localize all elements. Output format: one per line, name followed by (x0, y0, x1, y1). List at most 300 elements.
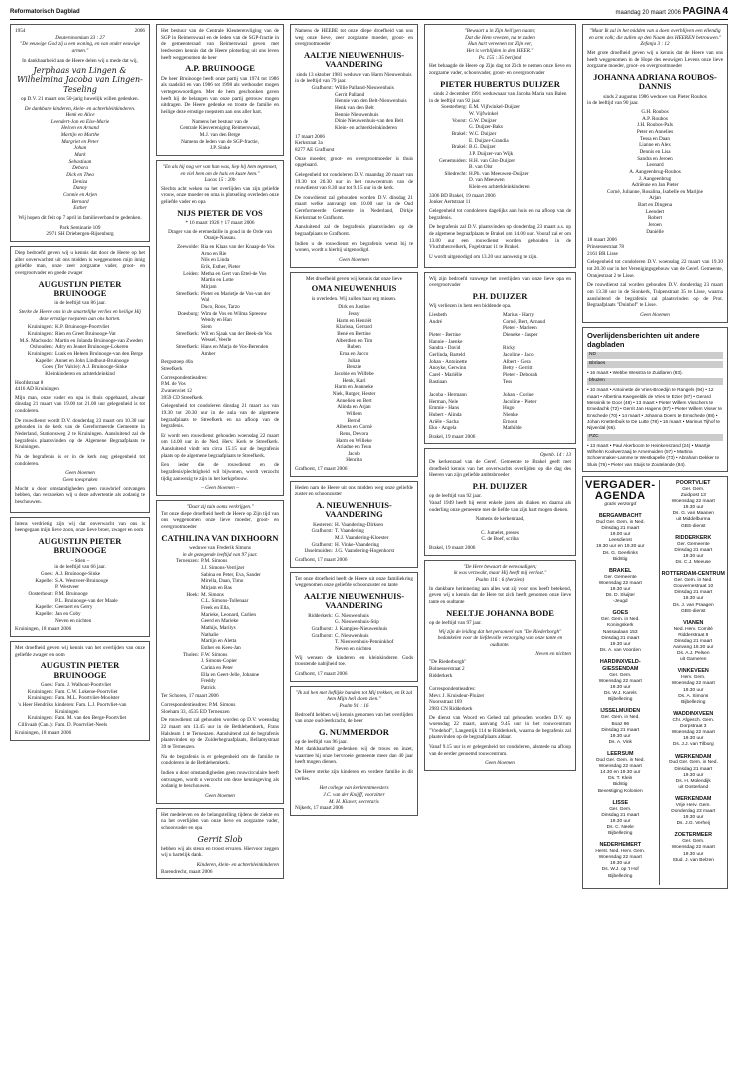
agenda-details: Ger. Gemeente Dinsdag 21 maart 19.30 uur Ds. C.J. Meeuse (674, 541, 713, 565)
family-row-names: Neven en nichten (335, 646, 372, 652)
sgp-notice: Het bestuur van de Centrale Kleuterenvliging van de SGP in Reimerswaal en de leden van de SGP-fractie in de gemeenteraad van Reimerswaal geven met leedwezen kennis dat de Heere plotseling uit ons leven heeft weggenomen de heer A.P. BRUINOOGE De heer Bruinooge heeft onze partij van 1974 tot 1986 als raadslid en van 1986 tot 1998 als wethouder mogen vertegenwoordigen. Met de hem geschonken gaven heeft hij de belangen van onze partij getrouw mogen uitdragen. De Heere gedenke en troote de familie en heilige deze ernstige roepstem aan ons aller hart. Namens het bestuur van de Centrale Kiesvereniging Reimerswaal, M.J. van den Berge Namens de leden van de SGP-fractie, J.P. Sinke (156, 24, 284, 156)
children-list: De dankbare kinderen, klein- en achterkleinkinderen. Henk en Alice Leendert-Jan en Else-Marie Helcen en Arnand Martijn en Marthe Margriet en Peter Johan Mark Sebastiaan Debora Dick en Thea Deniza Danny Connie en Arjen Bernard Esther (24, 105, 136, 212)
family-row-names: Martin en Jolanda Bruinooge-van Zweden (55, 337, 143, 344)
agenda-town: NEDERHEMERT (599, 842, 642, 849)
life-dates: * 16 maart 1926 † 17 maart 2006 (185, 220, 255, 227)
family-row-place: Kruiningen: (27, 350, 53, 357)
family-row-names: Metha en Gert van Ettel-de Vos (201, 270, 267, 277)
family-row-place (161, 337, 199, 344)
correspondence-address: Correspondentieadres: P.M. de Vos Zwanenviet 12 3959 CD Streefkerk (161, 374, 208, 401)
section-nd: ND (587, 352, 723, 359)
family-row (161, 244, 279, 251)
family-row-place: Kesteren: (313, 521, 333, 528)
family-row-place (295, 98, 333, 111)
family-row-place (161, 351, 199, 358)
sister-in-law-notice: Heden nam de Heere uit ons midden weg onze geliefde zuster en schoonzuster A. NIEUWENHUIS-VAANDERING Kesteren: H. Vaandering-Dirksen Grafhorst: T. Vaandering M.J. Vaandering-Kloester Grafhorst: H. Vinke-Vaandering IJsselmuiden: J.G. Vaandering-Hogenhorst Grafhorst, 17 maart 2006 (290, 481, 418, 568)
agenda-details: Herv. Gem. Woensdag 22 maart 19.30 uur Ds. A. Simons Bijbellezing (671, 675, 715, 705)
agenda-details: Vrije Herv. Gem. Donderdag 23 maart 19.30 uur Ds. J.G. Verheij (671, 802, 716, 827)
family-row-place: Oxhouden: (29, 344, 53, 351)
family-row-place: Streefkerk: (175, 330, 199, 337)
family-row-place (161, 317, 199, 330)
family-row-names: Arno en Rie Nils en Linda Erik, Esther, Pieter (201, 250, 241, 271)
agenda-item (585, 659, 656, 703)
family-row-place: Kruiningen: (27, 715, 53, 722)
page-header (10, 6, 728, 20)
family-row-place (295, 646, 333, 653)
family-row-names: G. Nieuwenhuis-Stip (335, 619, 379, 626)
agenda-item (662, 754, 725, 792)
address: 3306 BD Brakel, 19 maart 2006 Jonker Aertstraat 11 (429, 192, 496, 206)
deceased-name: P.H. DUIJZER (472, 291, 528, 301)
family-row-names: Wendy en Han Siem (201, 317, 232, 330)
deceased-name: CATHILINA VAN DIXHOORN (161, 532, 279, 543)
family-row-place: Grafhorst: (311, 632, 333, 639)
agenda-list-right (662, 480, 725, 864)
family-row (15, 591, 145, 598)
deceased-name: G. NUMMERDOR (319, 726, 389, 737)
family-row-names: M. Simons C.L. Simons-Tollenaar (201, 591, 249, 605)
section-bar-1: Bbrlaes (587, 361, 723, 368)
teacher-notice: "Ik zal hen met lieflijke banden tot Mij trekken, en Ik zal hem Mijn heil doen zien." Psalm 91 : 16 Bedroefd hebben wij kennis genomen van het overlijden van onze oud-leerkracht, de heer G. NUMMERDOR op de leeftijd van 96 jaar. Met dankbaarheid gedenken wij de trouw en inzet, waarmee hij onze bervroeie gemeente meer dan 40 jaar heeft mogen dienen. De Heere sterke zijn kinderen en verdere familie in dit verlies. Het college van kerkrentmeesters J.C. van der Knijff, voorzitter M. H. Klaver, secretaris Nijkerk, 17 maart 2006 (290, 686, 418, 816)
family-row (295, 535, 413, 542)
family-row-place: Sliedrecht: (444, 170, 467, 177)
page-date: maandag 20 maart 2006 PAGINA 4 (615, 6, 728, 17)
family-row-names: H.H. van Glst-Duijzer B. van Olst (469, 157, 516, 171)
family-row-names: F.W. Simons J. Simons-Copier Carina en Peter Ella en Geert-Jelle, Johanne Freddy Patrick (201, 651, 260, 691)
family-row (295, 125, 413, 132)
family-row-names: Fam. J. Walhout-Poortvliet (55, 681, 111, 688)
family-row-names: H. Vaandering-Dirksen (335, 521, 384, 528)
family-row (15, 351, 145, 358)
family-row (295, 613, 413, 620)
family-row-names: Annet en John Lindhout-Bruinooge (55, 357, 129, 364)
family-list (295, 85, 413, 132)
family-list (161, 558, 279, 691)
agenda-town: RIDDERKERK (675, 534, 712, 541)
deceased-name: NIJS PIETER DE VOS (177, 207, 263, 218)
family-row-place: 's Heer Hendriks (18, 701, 53, 708)
family-row-place (15, 584, 53, 591)
meeting-agenda: VERGADER-AGENDA gratis verzorgd BERGAMBACHT Oud Ger. Gem. in Ned. Dinsdag 21 maart 19.00 uur Leesdienst 19.30 uur en 19.30 uur Ds. G. Geerlinks Bidstig BRAKEL Ger. Gemeente Woensdag 22 maart 19.30 uur Ds. D. Sluijter -Jeugd GOES Ger. Gem. in Ned. Koningskerk Nassaulaan 153 Dinsdag 21 maart 19.30 uur Ds. A. van Voorden HARDINXVELD-GIESSENDAM Ger. Gem. Woensdag 22 maart 19.30 uur Ds. W.J. Karels Bijbellezing IJSSELMUIDEN Ger. Gem. in Ned. Boaz 96 Dinsdag 21 maart 19.30 uur Ds. A. Vink LEERSUM Oud Ger. Gem. in Ned. Woensdag 22 maart 14.30 en 19.30 uur Ds. T. Klein Bidstig Bevestiging Kolonien LISSE Ger. Gem. Dinsdag 21 maart 19.30 uur Ds. C. Neele Bijbellezing NEDERHEMERT Herst. Ned. Herv. Gem. Woensdag 22 maart 19.30 uur Ds. W.J. op 't Hof Bijbellezing POORTVLIET Ger. Gem. Zuidpost 13 Woensdag 22 maart 19.30 uur Ds. G. van Maanen uit Middelburma GBS-dienst RIDDERKERK Ger. Gemeente Dinsdag 21 maart 19.30 uur Ds. C.J. Meeuse ROTTERDAM-CENTRUM Ger. Gem. in Ned. Gouvernestraat 10 Dinsdag 21 maart 19.30 uur Ds. J. van Praagen GBS-dienst VIANEN Ned. Herv. Comité Ridderstraat 8 Dinsdag 21 maart Aanvang 16.30 uur Ds. A.J. Pelsen uit Gameren VINKEVEEN Herv. Gem. Woensdag 22 maart 19.30 uur Ds. A. Simons Bijbellezing WADDINXVEEN Chr. Afgesch. Gem. Dorpstraat 3 Woensdag 22 maart 19.30 uur Ds. J.J. van Tilburg WERKENDAM Oud Ger. Gem. in Ned. Dinsdag 21 maart 19.30 uur Ds. H. Molendijk uit Oosterland WERKENDAM Vrije Herv. Gem. Donderdag 23 maart 19.30 uur Ds. J.G. Verheij ZOETERMEER Ger. Gem. Woensdag 22 maart 19.30 uur Stud. J. van Belzen (582, 476, 728, 889)
family-row (295, 626, 413, 633)
family-row (161, 572, 279, 592)
family-row (429, 104, 571, 117)
family-row-names: Bennie Nieuwenhuis Dinie Nieuwenhuis-van den Belt (335, 111, 404, 125)
page-number: 4 (722, 6, 728, 17)
family-row (429, 131, 571, 144)
family-row-names: J. Kampjes-Nieuwenhuis (335, 626, 388, 633)
family-row-names: Jan en Coby (55, 610, 81, 617)
agenda-town: GOES (612, 610, 629, 617)
family-row-place: Voorst: (452, 117, 467, 124)
family-row-place (295, 639, 333, 646)
family-row (429, 158, 571, 171)
family-row-names: G.W. Duijzer G. Duijzer-Baks (469, 117, 503, 131)
family-row (295, 639, 413, 646)
family-row (295, 98, 413, 111)
agenda-item (662, 620, 725, 664)
family-row-place: Kapelle: (35, 610, 53, 617)
agenda-town: WERKENDAM (675, 796, 712, 803)
family-row-names: Hennie van den Belt-Nieuwenhuis Henk van den Belt (335, 98, 407, 111)
death-notice-bode: "De Here bewaart de eenvoudigen; ik was verzwakt, maar Hij heeft mij verlost." Psalm 116 : 6 (herzien) In dankbare herinnering aan alles wat zij voor ons heeft betekend, geven wij u kennis dat de Here tot zich heeft genomen onze lieve tante en oudtante NEELTJE JOHANNA BODE op de leeftijd van 97 jaar. Wij zijn de leiding dat het personeel van "De Riederborgh" bedankelen voor de liefdevolle verzorging van onze tante en oudtante. Neven en nichten "De Riederborgh" Bolnesserstraat 2 Ridderkerk Correspondentieadres: Mevr. J. Kruisdeur-Pluizer Noorsstraat 169 2983 CN Ridderkerk De dienst van Woord en Gebed zal gehouden worden D.V. op woensdag 22 maart, aanvang 9.45 uur in het rouwcentrum "Vredehof", Langestijk 114 te Ridderkerk, waarna de begrafenis zal plaatsvinden op de begraafplaats aldaar. Vanaf 9.15 uur is er gelegenheid tot condoleren, alsmede na afloop van de eerder genoemd rouwcentrum. Geen bloemen (424, 560, 576, 771)
family-row-names: P.L. Bruinooge-van der Maale (55, 597, 118, 604)
agenda-item (585, 842, 656, 880)
family-row-names: Fam. D. Poortvliet-Neels (55, 721, 108, 728)
agenda-title: VERGADER-AGENDA (585, 478, 656, 502)
family-row (15, 702, 145, 715)
family-row (295, 85, 413, 98)
family-row-names: Ria en Klaas van der Knaap-de Vos (201, 244, 275, 251)
deceased-name: AALTJE NIEUWENHUIS-VAANDERING (303, 49, 405, 70)
family-row (15, 618, 145, 625)
family-row-place (295, 535, 333, 542)
grandchildren-list-left: Liesbeth André Pieter - Bertine Hannie - Jaenke Sandra - David Gerlinda, Barteld Johan - Antoinette Anoyke, Gerwinn Carel - Mariëlle Bastiaan Jacoba - Hermann Herman, Nele Emmie - Hans Hubert - Alinda Ariële - Sacha Eko - Angela (429, 312, 468, 432)
family-row (161, 331, 279, 338)
family-list (15, 324, 145, 371)
agenda-town: LEERSUM (607, 751, 634, 757)
family-row-place: Kruiningen: (27, 330, 53, 337)
family-row (161, 271, 279, 278)
family-row-place: Grafhorst: (311, 626, 333, 633)
grandchildren-notice-duijzer: Wij zijn bedroefd vanwege het overlijden van onze lieve opa en overgrootvader P.H. DUIJZER Wij verliezen in hem een biddende opa. Liesbeth André Pieter - Bertine Hannie - Jaenke Sandra - David Gerlinda, Barteld Johan - Antoinette Anoyke, Gerwinn Carel - Mariëlle Bastiaan Jacoba - Hermann Herman, Nele Emmie - Hans Hubert - Alinda Ariële - Sacha Eko - Angela Marius - Harry Corné, Bert, Arnaud Pieter - Marleen Dieneke - Jasper Ricky Jacoline - Jaco Albert - Gera Betty - Gerritt Pieter - Deborah Tess Johan - Corine Jacoline - Pieter Hugo Nienke Ernout Mathilde Brakel, 19 maart 2006 (424, 272, 576, 445)
family-row (161, 652, 279, 692)
agenda-details: Ger. Gem. Woensdag 22 maart 19.30 uur Stud. J. van Belzen (671, 839, 715, 863)
deceased-name: PIETER HUBERTUS DUIJZER (440, 78, 560, 89)
family-row-place (161, 277, 199, 290)
family-list (295, 522, 413, 555)
family-row-place: Streefkerk: (175, 290, 199, 297)
family-row-place (15, 618, 53, 625)
address: Hoofdstraat 8 4416 AD Kruiningen (15, 379, 59, 393)
family-row-names: Willie Palland-Nieuwenhuis Gerrit Palland (335, 84, 394, 98)
family-row (161, 304, 279, 311)
agenda-item (585, 610, 656, 654)
section-bar-2: bhuzen (587, 378, 723, 385)
family-row-place: Streefkerk: (175, 343, 199, 350)
agenda-details: Oud Ger. Gem. in Ned. Dinsdag 21 maart 19.30 uur Ds. H. Molendijk uit Oosterland (668, 760, 718, 790)
grandchildren-list: Dirk en Justine Jessy Harm en Henriët Klarissa, Gerrard Bené en Bertine Alberdien en Tim Ruben Erna en Jacco Julian Benzie Jacobie en Wilfebe Henk, Karl Harm en Jeanneke Niek, Rutger, Hester Annelien en Bert Alinda en Arjan Willem Bernd Alberta en Cornè Rens, Devora Harm en Willeke Ariadne en Teun Jacob Henrita (332, 304, 376, 464)
couple-names: Jerphaas van Lingen & Wilhelmina Jacoba van Lingen-Teseling (17, 66, 143, 94)
family-row-names: H.Ph. van Meeuwen-Duijzer D. van Meeuwen (469, 170, 529, 184)
family-row-names: Klein-en achterkleinkinderen (469, 184, 530, 191)
family-row (429, 118, 571, 131)
deceased-name: JOHANNA ADRIANA ROUBOS-DANNIS (593, 71, 717, 92)
family-row (161, 592, 279, 605)
family-row-place: Genemuiden: (439, 157, 467, 164)
address: 18 maart 2006 Prinsessestraat 78 2161 BR Lisse (587, 237, 625, 257)
family-row (15, 598, 145, 605)
family-row-place: Grafhorst: (311, 84, 333, 91)
deceased-name: AUGUSTIN PIETER BRUINOOGE (40, 660, 120, 680)
family-row-names: Sabina en Peter, Eva, Sander Mirella, Daan, Timo Mirjam en Bas (201, 571, 261, 591)
family-row (15, 344, 145, 351)
anniversary-notice: 1954 2006 Deuteronomium 33 : 27 "De eeuwige God zij u een woning, en van onder eeuwige armen." In dankbaarheid aan de Heere delen wij u mede dat wij, Jerphaas van Lingen & Wilhelmina Jacoba van Lingen-Teseling op D.V. 21 maart ons 50-jarig huwelijk willen gedenken. De dankbare kinderen, klein- en achterkleinkinderen. Henk en Alice Leendert-Jan en Else-Marie Helcen en Arnand Martijn en Marthe Margriet en Peter Johan Mark Sebastiaan Debora Dick en Thea Deniza Danny Connie en Arjen Bernard Esther Wij hopen dit feit op 7 april in familieverband te gedenken. Park Seminarie 109 2971 SH Driebergen-Rijsenburg (10, 24, 150, 242)
family-row (15, 584, 145, 591)
family-row (295, 646, 413, 653)
column-3 (290, 24, 418, 1062)
family-row-names: Wessel, Veerle (201, 337, 232, 344)
family-row (161, 337, 279, 344)
family-row-names: G. Nieuwenhuis (335, 612, 369, 619)
address: Bergsstoep 40a Streefkerk (161, 359, 193, 372)
family-row-names: Klein- en achterkleinkinderen (335, 124, 397, 131)
agenda-item (662, 711, 725, 749)
family-row-place: Brakel: (451, 144, 467, 151)
family-row (429, 184, 571, 191)
family-row-names: Duco, Roos, Tarzo (201, 304, 240, 310)
family-row-place (161, 304, 199, 311)
deceased-name: AALTJE NIEUWENHUIS-VAANDERING (303, 591, 405, 611)
family-row (15, 611, 145, 618)
agenda-item (585, 800, 656, 838)
agenda-details: Ger. Gem. in Ned. Gouvernestraat 10 Dinsdag 21 maart 19.30 uur Ds. J. van Praagen GBS-dienst (672, 578, 714, 614)
family-row (295, 528, 413, 535)
column-5 (582, 24, 728, 1062)
family-row-names: Wim de Vos en Wilma Spreeuw (201, 310, 268, 317)
family-row (295, 542, 413, 549)
family-row-names: B.G. Duijzer J.P. Duijzer-van Wijk (469, 144, 514, 157)
family-row-place: IJsselmuiden: (304, 548, 333, 555)
family-row-place (429, 184, 467, 191)
family-row-place: Ridderkerk: (308, 612, 333, 619)
family-row-names: P.M. Bruinooge (55, 590, 88, 597)
family-row-place: Grafhorst: (311, 541, 333, 548)
family-row-place: Soesterberg: (441, 104, 467, 111)
agenda-item (662, 535, 725, 566)
deceased-name: P.H. DUIJZER (472, 481, 528, 492)
family-row-names: E.M. Vijfwinkel-Duijzer W. Vijfwinkel (469, 104, 521, 117)
agenda-details: Oud Ger. Gem. in Ned. Dinsdag 21 maart 19.00 uur Leesdienst 19.30 uur en 19.30 uur Ds. G. Geerlinks Bidstig (595, 519, 645, 562)
agenda-item (662, 832, 725, 863)
family-row-names: C. Nieuwenhuis (335, 632, 369, 639)
family-row-names: T. Vaandering (335, 528, 364, 535)
agenda-town: VIANEN (683, 619, 704, 626)
family-row-names: P.M. Simons J.J. Simons-Verrijzer (201, 558, 245, 571)
agenda-details: Ned. Herv. Comité Ridderstraat 8 Dinsdag 21 maart Aanvang 16.30 uur Ds. A.J. Pelsen uit Gameren (672, 626, 714, 663)
agenda-details: Oud Ger. Gem. in Ned. Woensdag 22 maart 14.30 en 19.30 uur Ds. T. Klein Bidstig Bevestiging Kolonien (595, 757, 645, 794)
thank-you-notice: Het medeleven en de belangstelling tijdens de ziekte en na het overlijden van onze lieve en zorgzame vader, schoonvader en opa Gerrit Slob hebben wij als steun en troost ervaren. Hiervoor zeggen wij u hartelijk dank. Kinderen, klein- en achterkleinkinderen Barendrecht, maart 2006 (156, 808, 284, 880)
family-row-names: Martin en Lotte Mirjam (201, 277, 234, 291)
family-row-names: K.P. Bruinooge-Poortvliet (55, 324, 110, 331)
deceased-name: AUGUSTIJN PIETER BRUINOOGE (38, 535, 122, 556)
family-row (15, 689, 145, 696)
deceased-name: OMA NIEUWENHUIS (311, 283, 397, 294)
agenda-details: Ger. Gem. in Ned. Koningskerk Nassaulaan 153 Dinsdag 21 maart 19.30 uur Ds. A. van Voorden (599, 617, 641, 653)
death-notice-roubos: "Maar Ik zal in het midden van u doen overblijven een ellendig en arm volk; die zullen op den Naam des HEEREN betrouwen." Zefanja 3 : 12 Met grote droefheid geven wij u kennis dat de Heere van ons heeft weggenomen in de Hope des eeuwigen Levens onze lieve zorgzame moeder, groot- en overgrootmoeder JOHANNA ADRIANA ROUBOS-DANNIS sinds 2 augustus 1986 weduwe van Pieter Roubos in de leeftijd van 90 jaar. G.H. Roubos A.P. Roubos J.H. Roubos-Pals Peter en Annelies Tessa en Daan Lianne en Alex Dennis en Lisa Sandra en Jeroen Leonard A. Aangeenbrug-Roubos J. Aangeenbrug Adriënne en Jan Pieter Corné, Julianne, Rosalina, Isabelle en Marijne Arjan Bart en Dingena Leendert Robert Jeroen Danièlle 18 maart 2006 Prinsessestraat 78 2161 BR Lisse Gelegenheid tot condoleren D.V. woensdag 22 maart van 19.30 tot 20.30 uur in het Verenigingsgebouw van de Geref. Gemeente, Oranjestraat 2 te Lisse. De rouwdienst zal worden gehouden D.V. donderdag 23 maart om 13.30 uur in de Sionkerk, Tulpenstraat 35 te Lisse, waarna aansluitend de begrafenis zal plaatsvinden op de Prot. Begraafplaats "Duinhof" te Lisse. Geen bloemen (582, 24, 728, 323)
family-row-place (161, 572, 199, 592)
column-1 (10, 24, 150, 1062)
family-row-names: W.C. Duijzer E. Duijzer-Grandia (469, 130, 509, 144)
family-row (161, 558, 279, 571)
agenda-details: Ger. Gem. Woensdag 22 maart 19.30 uur Ds. W.J. Karels Bijbellezing (598, 672, 642, 703)
family-row (15, 578, 145, 585)
column-2 (156, 24, 284, 1062)
family-row-names: S.A. Westveer-Bruinooge (55, 577, 109, 584)
family-row (295, 548, 413, 555)
family-row (15, 571, 145, 578)
agenda-item (585, 708, 656, 746)
family-row (15, 715, 145, 722)
family-row-place: Kruiningen: (27, 695, 53, 702)
family-row (15, 682, 145, 689)
family-list (15, 682, 145, 729)
death-notice-in-law: Met droefheid geven wij kennis van het overlijden van onze geliefde zwager en oom AUGUSTIN PIETER BRUINOOGE Goes: Fam. J. Walhout-Poortvliet Kruiningen: Fam. C.W. Lokerse-Poortvliet Kruiningen: Fam. M.L. Poortvliet-Moolster 's Heer Hendriks kinderen: Fam. L.J. Poortvliet-van Kruiningen Kruiningen: Fam. M. van den Berge-Poortvliet Cillivaab (Can.): Fam. D. Poortvliet-Neels Kruiningen, 18 maart 2006 (10, 641, 150, 741)
family-row-names: Wil en Sjaak van der Beek-de Vos (201, 330, 272, 337)
family-row-names: Hans en Marja de Vos-Berenden (201, 343, 269, 350)
family-row-place: Leiden: (183, 270, 199, 277)
agenda-item (585, 751, 656, 795)
family-row (161, 344, 279, 351)
deceased-name: AUGUSTIJN PIETER BRUINOOGE (38, 278, 122, 298)
family-list (161, 244, 279, 357)
family-row (161, 311, 279, 318)
agenda-details: Ger. Gem. Zuidpost 13 Woensdag 22 maart 19.30 uur Ds. G. van Maanen uit Middelburma GBS-dienst (671, 486, 715, 529)
family-row (15, 604, 145, 611)
signature: Namens het bestuur van de Centrale Kiesvereniging Reimerswaal, M.J. van den Berge Namens de leden van de SGP-fractie, J.P. Sinke (179, 118, 261, 152)
family-row (15, 338, 145, 345)
other-papers-obituaries: Overlijdensberichten uit andere dagbladen ND Bbrlaes • 16 maart • Webbe Wesstra te Zuidlaren (83). bhuzen • 10 maart • Antoinette de Vries-Broedijn te Rangels (94) • 12 maart • Albertina Kwegeeldik de Vries te Ezier (87) • Gerard Messinik te Goor (48) • 13 maart • Pieter Willem Visschers te Emedachk (72) • Gerrit Jan Hagens (87) • Pieter Willem Visser te Enschede (70) • 14 maart • Johanna Doers te Emschede (88) • Johan Knetterbuik te De Lutte (78) • 16 maart • Marinus Tijhof te Nijverdal (66). PZC • 13 maart • Paul Akerboom te Heinkenszand (24) • Maartje Wilhelm Koolwerzaaij te Arnemuiden (57) • Martina Schoenmaker-Lamme te Westkapelle (73) • Abraham Dekker te Sluis (76) • Pieter van Stuijs te Zoutelande (84). (582, 327, 728, 472)
correspondence-address: Correspondentieadres: P.M. Simons Sloeham 33, 4535 ED Terneuzen (161, 702, 236, 715)
family-row-place (295, 125, 333, 132)
agenda-town: WADDINXVEEN (673, 710, 714, 717)
family-list (15, 571, 145, 624)
agenda-town: BRAKEL (609, 567, 632, 574)
family-row-place: Brakel: (451, 130, 467, 137)
church-council-notice: Openb. 14 : 13 De kerkenraad van de Geref. Gemeente te Brakel geeft met droefheid kennis van het onverwachts overlijden op die dag des Heeren van zijn geliefde ambtsbroeder P.H. DUIJZER op de leeftijd van 92 jaar. Vanaf 1949 heeft hij eerst enkele jaren als diaken en daarna als ouderling onze gemeente met de liefde van zijn hart mogen dienen. Namens de kerkenraad, C. Jumelet, preses C. de Boef, scriba Brakel, 19 maart 2006 (424, 448, 576, 555)
notice-verse: Deuteronomium 33 : 27 "De eeuwige God zij u een woning, en van onder eeuwige armen." (20, 34, 140, 54)
grandchildren-notice: Met droefheid geven wij kennis dat onze lieve OMA NIEUWENHUIS is overleden. Wij zullen haar erg missen. Dirk en Justine Jessy Harm en Henriët Klarissa, Gerrard Bené en Bertine Alberdien en Tim Ruben Erna en Jacco Julian Benzie Jacobie en Wilfebe Henk, Karl Harm en Jeanneke Niek, Rutger, Hester Annelien en Bert Alinda en Arjan Willem Bernd Alberta en Cornè Rens, Devora Harm en Willeke Ariadne en Teun Jacob Henrita Grafhorst, 17 maart 2006 (290, 272, 418, 477)
family-list (295, 613, 413, 653)
death-notice-duijzer: "Bewaart u in Zijn heil'gen naam; Dat die Hem vreezen, na te zaden Hun hart vereenen tot Zijn eer, Het is verblijden in den HEER." Ps. 155 : 35 berijmd Het behaagde de Heere op Zijn dag tot Zich te nemen onze lieve en zorgzame vader, schoonvader, groot- en overgrootvader PIETER HUBERTUS DUIJZER sinds 2 december 1991 weduwnaar van Jacoba Maria van Balen in de leeftijd van 92 jaar. Soesterberg: E.M. Vijfwinkel-Duijzer W. Vijfwinkel Voorst: G.W. Duijzer G. Duijzer-Baks Brakel: W.C. Duijzer E. Duijzer-Grandia Brakel: B.G. Duijzer J.P. Duijzer-van Wijk Genemuiden: H.H. van Glst-Duijzer B. van Olst Sliedrecht: H.Ph. van Meeuwen-Duijzer D. van Meeuwen Klein-en achterkleinkinderen 3306 BD Brakel, 19 maart 2006 Jonker Aertstraat 11 Gelegenheid tot condoleren dagelijks aan huis en na afloop van de begrafenis. De begrafenis zal D.V. plaatsvinden op donderdag 23 maart a.s. op de algemene begraafplaats te Brakel om 14.00 uur. Vooraf zal er om 13.00 uur een rouwdienst worden gehouden in de Vluchtheuvelkerk, Fogelstraat 11 te Brakel. U wordt uitgenodigd om 13.20 uur aanwezig te zijn. (424, 24, 576, 268)
agenda-details: Herst. Ned. Herv. Gem. Woensdag 22 maart 19.30 uur Ds. W.J. op 't Hof Bijbellezing (595, 849, 646, 879)
family-row-names: Freek en Ella, Marieke, Leonard, Carlien Geerd en Marieke Mathijs, Marilys Nathalie Martijn en Aletta Esther en Kees-Jan (201, 604, 257, 651)
family-row (161, 317, 279, 330)
grandchildren-list-right: Marius - Harry Corné, Bert, Arnaud Pieter - Marleen Dieneke - Jasper Ricky Jacoline - Jaco Albert - Gera Betty - Gerritt Pieter - Deborah Tess Johan - Corine Jacoline - Pieter Hugo Nienke Ernout Mathilde (503, 312, 546, 432)
agenda-town: LISSE (612, 799, 629, 806)
family-row (15, 331, 145, 338)
death-notice-de-vos: "En als hij nog ver van hun was, liep hij hem tegemoet, en viel hem om de hals en kuste hem." Lucas 15 : 20b Slechts acht weken na het overlijden van zijn geliefde vrouw, onze moeder en oma is plotseling overleden onze geliefde vader en opa NIJS PIETER DE VOS * 16 maart 1926 † 17 maart 2006 Drager van de eremedaille in goud in de Orde van Oranje-Nassau. Zeewolde: Ria en Klaas van der Knaap-de Vos Arno en Rie Nils en Linda Erik, Esther, Pieter Leiden: Metha en Gert van Ettel-de Vos Martin en Lotte Mirjam Streefkerk: Pieter en Marietje de Vos-van der Wal Duco, Roos, Tarzo Doesburg: Wim de Vos en Wilma Spreeuw Wendy en Han Siem Streefkerk: Wil en Sjaak van der Beek-de Vos Wessel, Veerle Streefkerk: Hans en Marja de Vos-Berenden Amber Bergsstoep 40a Streefkerk Correspondentieadres: P.M. de Vos Zwanenviet 12 3959 CD Streefkerk Gelegenheid tot condoleren dinsdag 21 maart a.s van 19.30 tot 20.30 uur in de aula van de algemene begraafplaats te Streefkerk en na afloop van de begrafenis. Er wordt een rouwdienst gehouden woensdag 22 maart om 14.00 uur in de Ned. Herv. Kerk te Streefkerk. Aansluitend vindt om circa 15.15 uur de begrafenis plaats op de algemene begraafplaats te Streefkerk. Een ieder die de rouwdienst en de begrafenis/plechtigheid wil bijwonen, wordt verzocht tijdig aanwezig te zijn in het kerkgebouw. – Geen bloemen – (156, 160, 284, 496)
family-row (161, 351, 279, 358)
family-row-names: A.J. Bruinooge-Sinke (55, 570, 101, 577)
death-notice-stien: Intens verdrietig zijn wij dat onverwacht van ons is heengegaan mijn lieve zoon, onze lieve broer, zwager en oom AUGUSTIJN PIETER BRUINOOGE – Stien – in de leeftijd van 66 jaar. Goes: A.J. Bruinooge-Sinke Kapelle: S.A. Westveer-Bruinooge P. Westveer Oosterhout: P.M. Bruinooge P.L. Bruinooge-van der Maale Kapelle: Geeraert en Gerry Kapelle: Jan en Coby Neven en nichten Kruiningen, 18 maart 2006 (10, 517, 150, 637)
family-row (15, 324, 145, 331)
family-row-place: Zeewolde: (177, 244, 199, 251)
agenda-item (662, 480, 725, 530)
family-row-place: Kruiningen: (27, 324, 53, 331)
family-row-place: Grafhorst: (311, 528, 333, 535)
family-row-place (161, 251, 199, 271)
family-row-names: Adry en Jeanet Bruinooge-Lokeren (55, 344, 129, 351)
family-row-names: Pieter en Marietje de Vos-van der Wal (201, 290, 271, 304)
correspondence-address: "De Riederborgh" Bolnesserstraat 2 Ridderkerk Correspondentieadres: Mevr. J. Kruisdeur-Pluizer Noorsstraat 169 2983 CN Ridderkerk (429, 659, 485, 712)
deceased-name: A. NIEUWENHUIS-VAANDERING (316, 500, 392, 520)
agenda-item (662, 668, 725, 706)
death-notice-bruinooge: Diep bedroefd geven wij u kennis dat door de Heere op het aller onverwachtst uit ons midden is weggenomen mijn innig geliefde man, onze zeer zorgzame vader, groot- en overgrootvader en goede zwager AUGUSTIJN PIETER BRUINOOGE in de leeftijd van 86 jaar. Sterke de Heere ons in de smartelijke verlies en heilige Hij deze ernstige roepstem aan ons harten. Kruiningen: K.P. Bruinooge-Poortvliet Kruiningen: Rien en Greet Bruinooge-Vat M.S. Maclsodo: Martin en Jolanda Bruinooge-van Zweden Oxhouden: Adry en Jeanet Bruinooge-Lokeren Kruiningen: Luuk en Heleen Bruinooge-van den Berge Kapelle: Annet en John Lindhout-Bruinooge Goes (Ter Valcie): A.J. Bruinooge-Sinke Kleinkinderen en achterkleinkind Hoofdstraat 8 4416 AD Kruiningen Mijn man, onze vader en opa is thuis opgebaard, alwaar dinsdag 21 maart van 19.00 tot 21.00 uur gelegenheid is tot condoleren. De rouwdienst wordt D.V. donderdag 23 maart om 10.30 uur gehouden in de kerk van de Gereformeerde Gemeente in Nederland, Stationsweg 2 te Kruiningen. Aansluitend zal de begrafenis plaatsvinden op de Algemene Begraafplaats te Kruiningen. Na de begrafenis is er in de kerk nog gelegenheid tot condoleren. Geen bloemen Geen toespraken Mocht u door omstandigheden geen rouwbrief ontvangen hebben, dan verzoeken wij u deze advertentie als zodanig te beschouwen. (10, 246, 150, 513)
obituaries-title: Overlijdensberichten uit andere dagbladen (587, 330, 700, 350)
agenda-town: WERKENDAM (675, 753, 712, 760)
family-row-names: Neven en nichten (55, 617, 92, 624)
aunt-notice: Tot onze droefheid heeft de Heere uit onze familiekring weggenomen onze geliefde schoonzuster en tante AALTJE NIEUWENHUIS-VAANDERING Ridderkerk: G. Nieuwenhuis G. Nieuwenhuis-Stip Grafhorst: J. Kampjes-Nieuwenhuis Grafhorst: C. Nieuwenhuis T. Nieuwenhuis-Penninkhof Neven en nichten Wij wensen de kinderen en kleinkinderen Gods troostende nabijheid toe. Grafhorst, 17 maart 2006 (290, 572, 418, 682)
family-row-names: Rien en Greet Bruinooge-Vat (55, 330, 116, 337)
agenda-town: ZOETERMEER (674, 832, 712, 839)
agenda-details: Ger. Gem. Dinsdag 21 maart 19.30 uur Ds. C. Neele Bijbellezing (601, 806, 640, 837)
family-row-names: Geeraert en Gerry (55, 604, 93, 611)
family-row-place: Goes: (40, 570, 53, 577)
family-row-place: Tholen: (182, 651, 199, 658)
family-row-place: Kruiningen: (27, 688, 53, 695)
family-row-place (15, 598, 53, 605)
family-list: G.H. Roubos A.P. Roubos J.H. Roubos-Pals Peter en Annelies Tessa en Daan Lianne en Alex Dennis en Lisa Sandra en Jeroen Leonard A. Aangeenbrug-Roubos J. Aangeenbrug Adriënne en Jan Pieter Corné, Julianne, Rosalina, Isabelle en Marijne Arjan Bart en Dingena Leendert Robert Jeroen Danièlle (607, 108, 703, 235)
family-row (429, 144, 571, 157)
family-row (161, 605, 279, 652)
signature: Namens de kerkenraad, C. Jumelet, preses C. de Boef, scriba (475, 516, 525, 543)
family-row (15, 364, 145, 371)
death-notice-van-dixhoorn: "Daar zij tuin ooms verkrijgen." Tot onze diepe droefheid heeft de Heere op Zijn tijd van ons weggenomen onze lieve moeder, groot- en overgrootmoeder CATHILINA VAN DIXHOORN weduwe van Frederik Simons in de gezegende leeftijd van 97 jaar. Terneuzen: P.M. Simons J.J. Simons-Verrijzer Sabina en Peter, Eva, Sander Mirella, Daan, Timo Mirjam en Bas Hoek: M. Simons C.L. Simons-Tollenaar Freek en Ella, Marieke, Leonard, Carlien Geerd en Marieke Mathijs, Marilys Nathalie Martijn en Aletta Esther en Kees-Jan Tholen: F.W. Simons J. Simons-Copier Carina en Peter Ella en Geert-Jelle, Johanne Freddy Patrick Ter Schoren, 17 maart 2006 Correspondentieadres: P.M. Simons Sloeham 33, 4535 ED Terneuzen De rouwdienst zal gehouden worden op D.V. woensdag 22 maart om 13.45 uur in de Bethlehemkerk, Frans Halsleam 1 te Terneuzen. Aansluitend zal de begrafenis plaatsvinden op de Zuiderbegraafplaats, Bellamystraat 39 te Terneuzen. Na de begrafenis is er gelegenheid om de familie te condoleren in de Bethlehemkerk. Indien u door omstandigheden geen rouwcirculaire heeft ontvangen, wordt u verzocht om deze kennisgeving als zodanig te beschouwen. Geen bloemen (156, 500, 284, 804)
family-row-place: Goes (42, 364, 53, 371)
agenda-town: ROTTERDAM-CENTRUM (661, 571, 725, 578)
family-row-place (295, 112, 333, 125)
family-row (161, 251, 279, 271)
agenda-town: HARDINXVELD-GIESSENDAM (599, 659, 641, 672)
family-row-place: Cillivaab (Can.): (18, 721, 53, 728)
agenda-town: POORTVLIET (676, 479, 711, 486)
deceased-name: A.P. BRUINOOGE (185, 63, 255, 74)
family-row-names: Luuk en Heleen Bruinooge-van den Berge (55, 350, 143, 357)
family-row-place: Kapelle: (35, 577, 53, 584)
family-row-place: Kapelle: (35, 604, 53, 611)
agenda-town: VINKEVEEN (677, 668, 709, 675)
family-row-place: Goes: (40, 681, 53, 688)
family-row (161, 277, 279, 290)
agenda-item (662, 796, 725, 827)
family-list (429, 104, 571, 191)
family-row (15, 695, 145, 702)
family-row-names: M.J. Vaandering-Kloester (335, 535, 389, 542)
family-row-names: T. Nieuwenhuis-Penninkhof (335, 639, 394, 646)
agenda-list-left (585, 513, 656, 880)
agenda-item (585, 513, 656, 563)
section-pzc: PZC (587, 434, 723, 441)
address: 17 maart 2006 Kerkstraat 3a 8277 AE Grafhorst (295, 133, 335, 153)
family-row-place: Hoek: (186, 591, 199, 598)
agenda-details: Ger. Gemeente Woensdag 22 maart 19.30 uur Ds. D. Sluijter -Jeugd (598, 574, 642, 605)
family-row-place: Oosterhout: (28, 590, 53, 597)
family-row-names: H. Vinke-Vaandering (335, 541, 379, 548)
family-row-names: Fam. M. van den Berge-Poortvliet (55, 715, 127, 722)
family-row-names: (Ter Valcie): A.J. Bruinooge-Sinke (55, 364, 128, 371)
family-row-names: Fam. M.L. Poortvliet-Moolster (55, 695, 120, 702)
family-row-names: Amber (201, 350, 216, 357)
death-notice-nieuwenhuis: Namens de HEEBE tot onze diepe droefheid van ons weg onze lieve, zeer zorgzame moeder, groot- en overgrootmoeder AALTJE NIEUWENHUIS-VAANDERING sinds 13 oktober 1981 weduwe van Harm Nieuwenhuis in de leeftijd van 79 jaar. Grafhorst: Willie Palland-Nieuwenhuis Gerrit Palland Hennie van den Belt-Nieuwenhuis Henk van den Belt Bennie Nieuwenhuis Dinie Nieuwenhuis-van den Belt Klein- en achterkleinkinderen 17 maart 2006 Kerkstraat 3a 8277 AE Grafhorst Onze moeder, groot- en overgrootmoeder is thuis opgebaard. Gelegenheid tot condoleren D.V. maandag 20 maart van 19.30 tot 20.30 uur in het rouwcentrum van de rouwdienst van 8.30 uur tot 9.15 uur in de kerk. De rouwdienst zal gehouden worden D.V. dinsdag 21 maart welke aanvangt om 10.00 uur in de Oud Gereformeerde Gemeente in Nederland, Dirkje Kerkstraat te Grafhorst. Aansluitend zal de begrafenis plaatsvinden op de begraafplaats te Grafhorst. Indien u de rouwdienst en begrafenis wenst bij te wonen, wordt u hierbij uitgenodigd. Geen bloemen (290, 24, 418, 268)
family-row (429, 171, 571, 184)
family-row-place: Terneuzen: (176, 558, 199, 565)
family-row-names: P. Westveer (55, 584, 79, 591)
newspaper-name: Reformatorisch Dagblad (10, 9, 80, 15)
family-row-place: Doesburg: (177, 310, 199, 317)
family-row-place (161, 605, 199, 652)
family-row-place: Kapelle: (35, 357, 53, 364)
family-row-names: Fam. C.W. Lokerse-Poortvliet (55, 688, 118, 695)
signature: Het college van kerkrentmeesters J.C. van der Knijff, voorzitter M. H. Klaver, secretaris (319, 785, 389, 805)
family-row (15, 722, 145, 729)
family-row (295, 112, 413, 125)
family-row (161, 291, 279, 304)
agenda-item (662, 571, 725, 615)
family-row-place: M.S. Maclsodo: (19, 337, 53, 344)
agenda-town: BERGAMBACHT (598, 513, 642, 520)
column-4 (424, 24, 576, 1062)
